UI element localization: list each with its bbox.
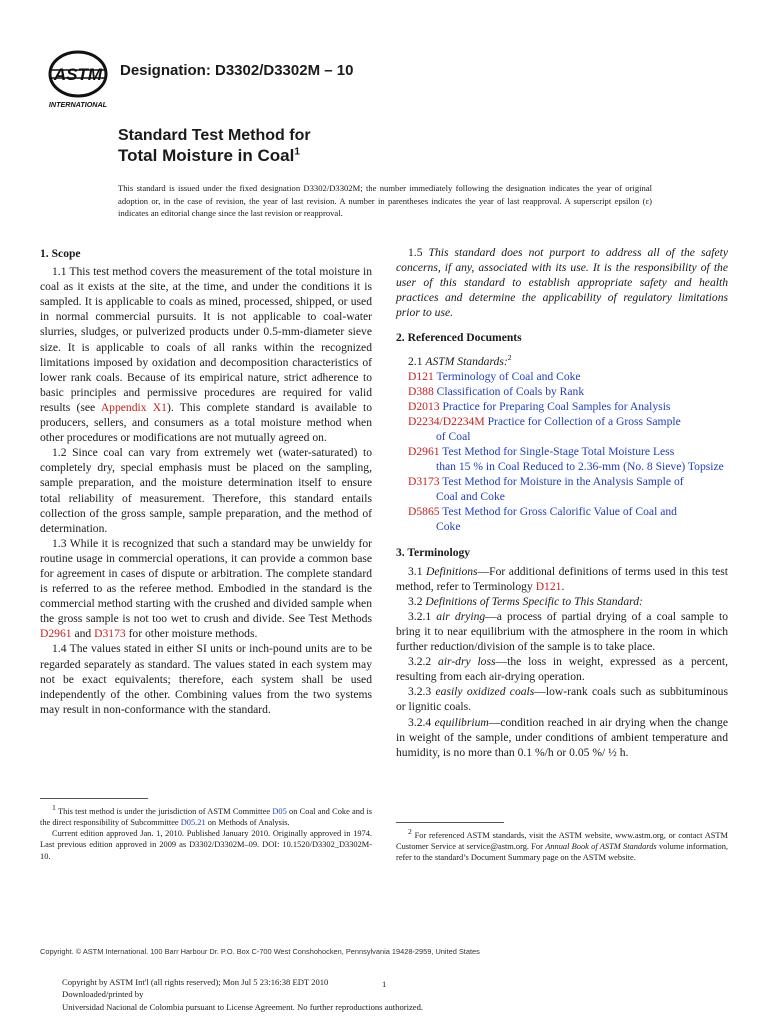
para-1-3-and: and [71,627,95,641]
ref-code-link[interactable]: D2013 [408,399,440,413]
para-1-1 [40,264,372,445]
para-1-5 [396,245,728,320]
d121-link[interactable]: D121 [535,579,562,593]
para-3-1-num: 3.1 [408,564,427,578]
astm-standards-text: ASTM Standards: [425,354,508,368]
section-refdocs-heading: 2. Referenced Documents [396,331,522,345]
right-column [396,245,728,760]
footnote-1-text-b: on Coal and Coke and is the direct responsibility of Subcommittee [40,806,372,827]
footnote-1-text-c: on Methods of Analysis. [205,818,290,827]
footnote-1-para [40,802,372,828]
ref-code-link[interactable]: D388 [408,384,434,398]
ref-code-link[interactable]: D2234/D2234M [408,414,485,428]
download-line-1 [62,976,542,988]
para-3-2-num: 3.2 [408,594,426,608]
ref-item [396,369,728,384]
title-line1: Standard Test Method for [118,127,311,144]
download-footer [62,976,542,1013]
para-1-1-text-b: ). This complete standard is available to producers, sellers, and consumers as a total moisture method when other procedures or modifications are not mutually agreed on. [40,400,373,445]
para-3-2-1 [396,609,728,654]
ref-item [396,414,728,444]
ref-title-link[interactable]: Practice for Collection of a Gross Sample [487,414,681,428]
astm-standards-footnote-ref[interactable]: 2 [507,352,512,362]
appendix-x1-link[interactable]: Appendix X1 [100,400,167,414]
issuance-notice: This standard is issued under the fixed designation D3302/D3302M; the number immediately following the designation indicates the year of original adoption or, in the case of revision, the year of last revision. A number in parentheses indicates the year of last reapproval. A superscript epsilon (ε) indicates an editorial change since the last revision or reapproval. [118,183,652,219]
download-line-2: Downloaded/printed by [62,989,144,1000]
para-3-2-3-term: easily oxidized coals [435,685,535,699]
para-1-5-num: 1.5 [408,246,429,259]
para-3-2-4-term: equilibrium [434,715,489,729]
ref-code-link[interactable]: D3173 [408,475,440,489]
download-timestamp: Copyright by ASTM Int'l (all rights reserved); Mon Jul 5 23:16:38 EDT 2010 [62,977,329,987]
ref-title-link[interactable]: Practice for Preparing Coal Samples for Analysis [442,399,671,413]
para-3-2-2-num: 3.2.2 [408,655,439,669]
para-1-1-text-a: 1.1 This test method covers the measurement of the total moisture in coal as it exists at the site, at the time, and under the conditions it is sampled. It is applicable to coals as mined, processed, shipped, or used in normal commercial pursuits. It is not applicable to coal-water slurries, sludges, or pulverized products under 0.5-mm-diameter sieve size. It is applicable to coals of all ranks within the recognized limitations imposed by oxidation and decomposition characteristics of lower rank coals. Because of its empirical nature, strict adherence to basic principles and permissive procedures are required for valid results (see [40,265,372,414]
footnote-2 [396,826,728,863]
para-3-2 [396,594,728,609]
title-line2 [118,146,300,166]
para-1-2: 1.2 Since coal can vary from extremely wet (water-saturated) to completely dry, special emphasis must be placed on the sampling, sample preparation, and the moisture determination itself to ensure total reliability of measurement. Therefore, this standard entails collection of the gross sample, sample preparation, and the method of determination. [40,446,372,535]
footnote-divider-right [396,822,504,823]
footnote-1 [40,802,372,862]
ref-code-link[interactable]: D5865 [408,505,440,519]
para-3-2-1-num: 3.2.1 [408,609,437,623]
ref-item [396,504,728,534]
ref-title-link[interactable]: Classification of Coals by Rank [436,384,585,398]
footnote-2-text-a: For referenced ASTM standards, visit the ASTM website, www.astm.org, or contact ASTM Customer Service at service@astm.org. For [396,830,728,851]
copyright-notice: Copyright. © ASTM International. 100 Barr Harbour Dr. P.O. Box C-700 West Conshohocken, Pennsylvania 19428-2959, United States [40,947,480,956]
logo-astm-text: ASTM [53,65,103,84]
para-3-2-4-num: 3.2.4 [408,715,435,729]
para-1-5-text: This standard does not purport to address all of the safety concerns, if any, associated with its use. It is the responsibility of the user of this standard to establish appropriate safety and health practices and determine the applicability of regulatory limitations prior to use. [396,246,729,320]
section-terminology-heading: 3. Terminology [396,545,471,559]
footnote-1-text-a: This test method is under the jurisdiction of ASTM Committee [55,806,273,816]
para-3-2-1-text: —a process of partial drying of a coal sample to bring it to near equilibrium with the atmosphere in the room in which further reduction/division of the sample is to take place. [396,609,728,654]
ref-title-continuation[interactable]: of Coal [436,429,471,443]
d2961-link[interactable]: D2961 [40,627,72,641]
ref-item [396,474,728,504]
footnote-2-book: Annual Book of ASTM Standards [545,842,657,851]
section-scope-heading: 1. Scope [40,247,81,260]
footnote-1-edition: Current edition approved Jan. 1, 2010. Published January 2010. Originally approved in 1974. Last previous edition approved in 2009 as D3302/D3302M–09. DOI: 10.1520/D3302_D3302M-10. [40,829,372,861]
para-3-2-2 [396,654,728,684]
para-3-2-2-term: air-dry loss [438,655,496,669]
para-3-2-4 [396,715,728,760]
para-1-4: 1.4 The values stated in either SI units or inch-pound units are to be regarded separately as standard. The values stated in each system may not be exact equivalents; therefore, each system shall be used independently of the other. Combining values from the two systems may result in non-conformance with the standard. [40,642,372,716]
para-3-2-text: Definitions of Terms Specific to This Standard: [425,594,643,608]
astm-standards-label [396,350,728,369]
d05-21-link[interactable]: D05.21 [180,818,206,827]
title-text: Total Moisture in Coal [118,146,295,165]
para-3-1 [396,564,728,594]
astm-standards-num: 2.1 [408,354,426,368]
para-3-2-2-text: —the loss in weight, expressed as a percent, resulting from each air-drying operation. [396,655,729,684]
para-1-3 [40,536,372,642]
ref-item [396,399,728,414]
para-1-3-text-a: 1.3 While it is recognized that such a standard may be unwieldy for routine usage in commercial operations, it can provide a common base for agreement in cases of dispute or arbitration. The complete standard is referred to as the referee method. Embodied in the standard is the commercial method starting with the crushed and divided sample when the gross sample is not too wet to crush and divide. See Test Methods [40,536,372,626]
para-3-2-3-text: —low-rank coals such as subbituminous or lignitic coals. [396,685,728,714]
page-number: 1 [382,979,387,989]
download-line-3: Universidad Nacional de Colombia pursuant to License Agreement. No further reproductions authorized. [62,1001,424,1012]
d3173-link[interactable]: D3173 [94,627,126,641]
footnote-2-marker: 2 [408,827,412,836]
para-1-3-text-b: for other moisture methods. [125,627,258,641]
ref-code-link[interactable]: D121 [408,369,434,383]
para-3-1-term: Definitions [426,564,478,578]
logo-international-text: INTERNATIONAL [48,100,108,109]
ref-title-link[interactable]: Test Method for Single-Stage Total Moisture Less [442,444,675,458]
ref-item [396,444,728,474]
para-3-2-4-text: —condition reached in air drying when the change in weight of the sample, under conditions of ambient temperature and humidity, is no more than 0.1 %/h or 0.05 %/ ½ h. [396,715,728,759]
title-footnote-ref[interactable]: 1 [294,146,300,158]
para-3-2-3-num: 3.2.3 [408,685,436,699]
ref-title-continuation[interactable]: Coal and Coke [436,490,505,504]
left-column [40,246,372,717]
ref-title-continuation[interactable]: than 15 % in Coal Reduced to 2.36-mm (No. 8 Sieve) Topsize [436,460,724,474]
footnote-1-marker: 1 [52,803,56,812]
ref-title-link[interactable]: Test Method for Gross Calorific Value of Coal and [442,505,677,519]
ref-title-continuation[interactable]: Coke [436,520,461,534]
para-3-1-text: —For additional definitions of terms used in this test method, refer to Terminology [396,564,728,593]
ref-title-link[interactable]: Terminology of Coal and Coke [436,369,581,383]
d05-link[interactable]: D05 [272,806,287,816]
ref-title-link[interactable]: Test Method for Moisture in the Analysis Sample of [442,475,684,489]
astm-logo [45,48,111,110]
footnote-2-text-b: volume information, refer to the standard’s Document Summary page on the ASTM website. [396,842,728,863]
para-3-2-1-term: air drying [436,609,486,623]
para-3-1-end: . [561,579,565,593]
footnote-divider-left [40,798,148,799]
ref-code-link[interactable]: D2961 [408,444,440,458]
designation: Designation: D3302/D3302M – 10 [120,62,354,79]
ref-item [396,384,728,399]
astm-logo-icon [45,48,111,110]
para-3-2-3 [396,684,728,714]
